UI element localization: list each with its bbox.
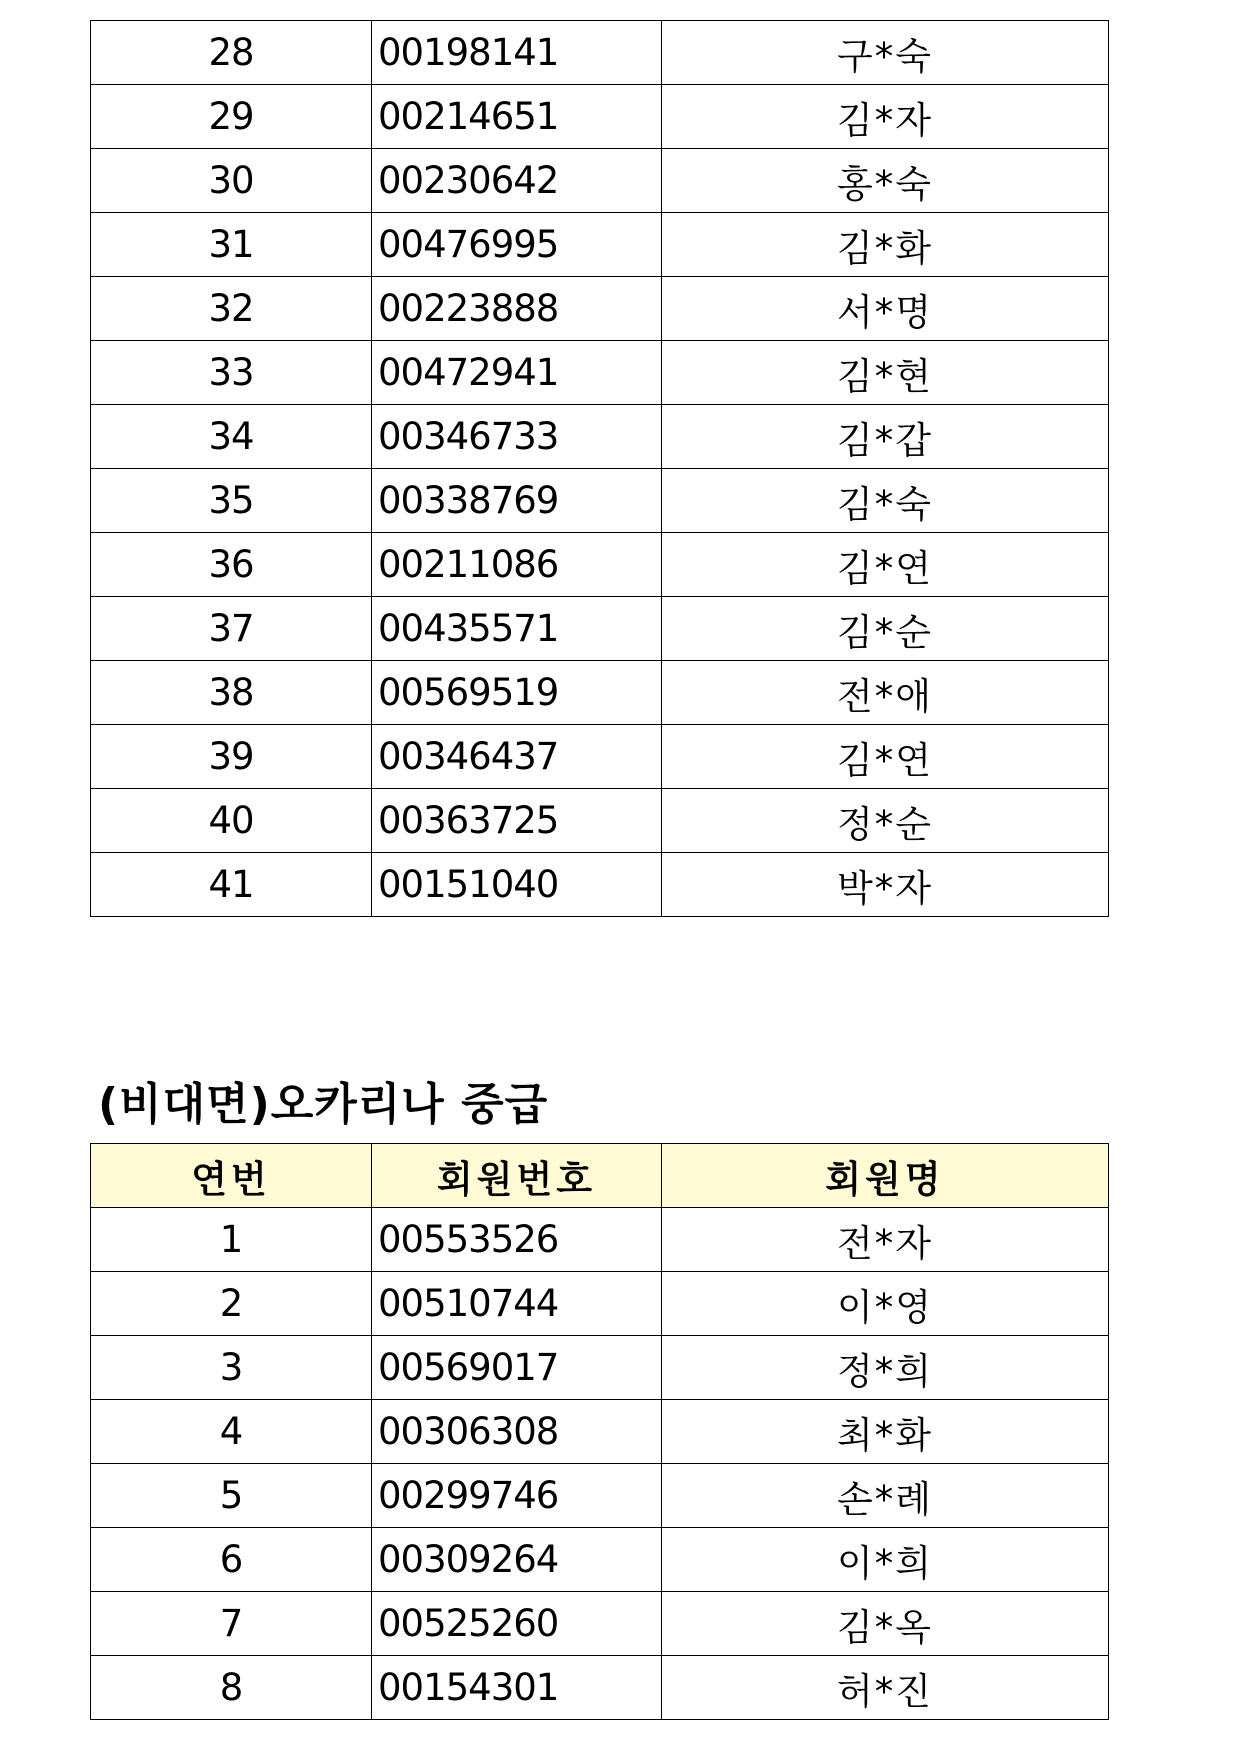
seq-cell: 31 xyxy=(91,213,372,277)
table-row xyxy=(91,277,1109,341)
table-row xyxy=(91,21,1109,85)
table-row xyxy=(91,661,1109,725)
member-name-cell: 이*희 xyxy=(662,1528,1109,1592)
member-no-cell: 00154301 xyxy=(372,1656,662,1720)
member-name-cell: 이*영 xyxy=(662,1272,1109,1336)
seq-cell: 35 xyxy=(91,469,372,533)
member-no-cell: 00306308 xyxy=(372,1400,662,1464)
table-row xyxy=(91,85,1109,149)
table-row xyxy=(91,405,1109,469)
table-row xyxy=(91,789,1109,853)
seq-cell: 29 xyxy=(91,85,372,149)
member-no-cell: 00338769 xyxy=(372,469,662,533)
seq-cell: 4 xyxy=(91,1400,372,1464)
member-no-cell: 00223888 xyxy=(372,277,662,341)
table-row xyxy=(91,597,1109,661)
seq-cell: 28 xyxy=(91,21,372,85)
table-row xyxy=(91,469,1109,533)
member-no-cell: 00151040 xyxy=(372,853,662,917)
seq-cell: 2 xyxy=(91,1272,372,1336)
seq-cell: 34 xyxy=(91,405,372,469)
member-no-cell: 00214651 xyxy=(372,85,662,149)
member-table-continued-body xyxy=(91,21,1109,917)
seq-cell: 3 xyxy=(91,1336,372,1400)
member-no-cell: 00346733 xyxy=(372,405,662,469)
table-row xyxy=(91,533,1109,597)
member-no-cell: 00299746 xyxy=(372,1464,662,1528)
table-row xyxy=(91,1400,1109,1464)
table-row xyxy=(91,1464,1109,1528)
member-no-cell: 00472941 xyxy=(372,341,662,405)
member-no-cell: 00476995 xyxy=(372,213,662,277)
member-no-cell: 00435571 xyxy=(372,597,662,661)
header-member-name: 회원명 xyxy=(662,1144,1109,1208)
table-row xyxy=(91,1592,1109,1656)
member-no-cell: 00525260 xyxy=(372,1592,662,1656)
member-name-cell: 김*숙 xyxy=(662,469,1109,533)
seq-cell: 40 xyxy=(91,789,372,853)
header-seq: 연번 xyxy=(91,1144,372,1208)
seq-cell: 37 xyxy=(91,597,372,661)
seq-cell: 7 xyxy=(91,1592,372,1656)
seq-cell: 38 xyxy=(91,661,372,725)
member-table-continued xyxy=(90,20,1109,917)
member-no-cell: 00211086 xyxy=(372,533,662,597)
member-name-cell: 허*진 xyxy=(662,1656,1109,1720)
seq-cell: 1 xyxy=(91,1208,372,1272)
table-row xyxy=(91,341,1109,405)
member-no-cell: 00309264 xyxy=(372,1528,662,1592)
table-row xyxy=(91,1208,1109,1272)
member-no-cell: 00553526 xyxy=(372,1208,662,1272)
member-no-cell: 00230642 xyxy=(372,149,662,213)
member-name-cell: 김*옥 xyxy=(662,1592,1109,1656)
seq-cell: 6 xyxy=(91,1528,372,1592)
member-no-cell: 00510744 xyxy=(372,1272,662,1336)
member-name-cell: 전*애 xyxy=(662,661,1109,725)
member-table-header xyxy=(91,1144,1109,1208)
table-row xyxy=(91,725,1109,789)
member-name-cell: 서*명 xyxy=(662,277,1109,341)
member-name-cell: 김*현 xyxy=(662,341,1109,405)
member-no-cell: 00569017 xyxy=(372,1336,662,1400)
member-table-body xyxy=(91,1208,1109,1720)
table-row xyxy=(91,1272,1109,1336)
section-title: (비대면)오카리나 중급 xyxy=(98,1079,549,1130)
header-row xyxy=(91,1144,1109,1208)
member-no-cell: 00363725 xyxy=(372,789,662,853)
table-row xyxy=(91,853,1109,917)
member-name-cell: 김*연 xyxy=(662,725,1109,789)
member-table xyxy=(90,1143,1109,1720)
member-name-cell: 김*갑 xyxy=(662,405,1109,469)
seq-cell: 5 xyxy=(91,1464,372,1528)
member-name-cell: 구*숙 xyxy=(662,21,1109,85)
seq-cell: 32 xyxy=(91,277,372,341)
seq-cell: 33 xyxy=(91,341,372,405)
table-row xyxy=(91,1528,1109,1592)
member-name-cell: 손*례 xyxy=(662,1464,1109,1528)
seq-cell: 36 xyxy=(91,533,372,597)
seq-cell: 30 xyxy=(91,149,372,213)
table-row xyxy=(91,1656,1109,1720)
member-name-cell: 정*희 xyxy=(662,1336,1109,1400)
seq-cell: 41 xyxy=(91,853,372,917)
table-row xyxy=(91,149,1109,213)
member-no-cell: 00569519 xyxy=(372,661,662,725)
member-no-cell: 00346437 xyxy=(372,725,662,789)
header-member-no: 회원번호 xyxy=(372,1144,662,1208)
member-name-cell: 전*자 xyxy=(662,1208,1109,1272)
member-name-cell: 홍*숙 xyxy=(662,149,1109,213)
table-row xyxy=(91,1336,1109,1400)
member-name-cell: 김*순 xyxy=(662,597,1109,661)
member-no-cell: 00198141 xyxy=(372,21,662,85)
member-name-cell: 정*순 xyxy=(662,789,1109,853)
seq-cell: 8 xyxy=(91,1656,372,1720)
member-name-cell: 김*화 xyxy=(662,213,1109,277)
seq-cell: 39 xyxy=(91,725,372,789)
table-row xyxy=(91,213,1109,277)
member-name-cell: 최*화 xyxy=(662,1400,1109,1464)
member-name-cell: 김*자 xyxy=(662,85,1109,149)
member-name-cell: 박*자 xyxy=(662,853,1109,917)
member-name-cell: 김*연 xyxy=(662,533,1109,597)
